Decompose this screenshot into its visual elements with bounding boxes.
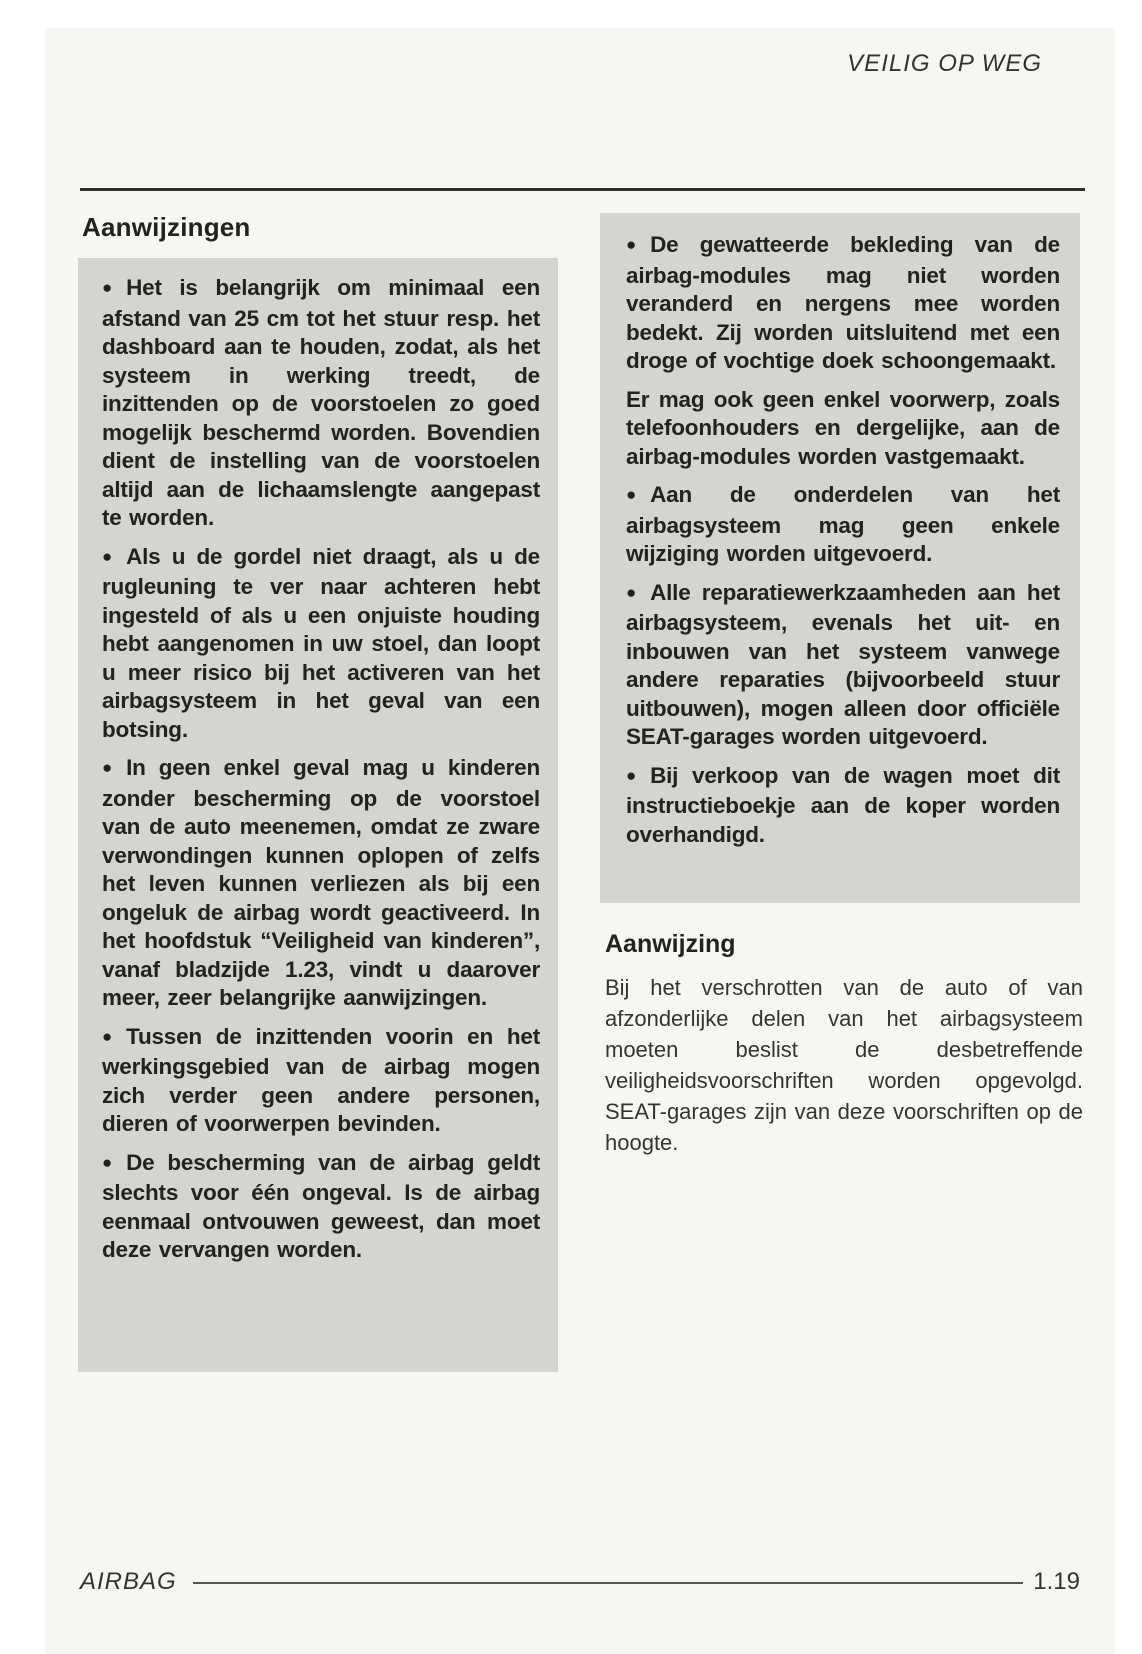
bullet-icon: ● [102,1152,113,1172]
note-paragraph: Bij het verschrotten van de auto of van afzonderlijke delen van het airbagsysteem moeten beslist de desbetreffende veiligheidsvoorschriften worden opgevolgd. SEAT-garages zijn van deze voorschriften op de hoogte. [605,975,1083,1155]
warning-item [626,579,1060,752]
footer-rule [193,1582,1024,1584]
right-warning-box [600,213,1080,903]
warning-item [626,762,1060,850]
page-footer [80,1568,1080,1596]
bullet-icon: ● [626,765,637,785]
warning-item-text: In geen enkel geval mag u kinderen zonder bescherming op de voorstoel van de auto meenemen, omdat ze zware verwondingen kunnen oplopen of zelfs het leven kunnen verliezen als bij een ongeluk de airbag wordt geactiveerd. In het hoofdstuk “Veiligheid van kinderen”, vanaf bladzijde 1.23, vindt u daarover meer, zeer belangrijke aanwijzingen. [102,755,540,1010]
bullet-icon: ● [102,278,113,297]
bullet-icon: ● [626,235,637,254]
warning-item-text: Er mag ook geen enkel voorwerp, zoals telefoonhouders en dergelijke, aan de airbag-modules worden vastgemaakt. [626,386,1060,469]
warning-item [626,386,1060,472]
note-heading: Aanwijzing [605,930,736,958]
header-rule [80,188,1085,191]
bullet-icon: ● [626,582,637,602]
left-warning-box [78,258,558,1372]
warning-item [102,1149,540,1265]
warning-item [102,543,540,745]
warning-item [626,481,1060,569]
warning-item-text: Bij verkoop van de wagen moet dit instructieboekje aan de koper worden overhandigd. [626,762,1060,847]
warning-item [102,274,540,533]
bullet-icon: ● [102,546,113,566]
warning-item [102,1023,540,1139]
bullet-icon: ● [626,485,637,504]
running-header-title: VEILIG OP WEG [847,50,1042,77]
warning-item [626,231,1060,376]
warning-item [102,754,540,1013]
warning-item-text: De gewatteerde bekleding van de airbag-modules mag niet worden veranderd en nergens mee worden bedekt. Zij worden uitsluitend met een droge of vochtige doek schoongemaakt. [626,232,1060,373]
warning-item-text: Alle reparatiewerkzaamheden aan het airbagsysteem, evenals het uit- en inbouwen van het systeem vanwege andere reparaties (bijvoorbeeld stuur uitbouwen), mogen alleen door officiële SEAT-garages worden uitgevoerd. [626,579,1060,749]
warning-item-text: Aan de onderdelen van het airbagsysteem mag geen enkele wijziging worden uitgevoerd. [626,482,1060,566]
footer-section-label: AIRBAG [80,1568,177,1595]
warning-item-text: De bescherming van de airbag geldt slechts voor één ongeval. Is de airbag eenmaal ontvouwen geweest, dan moet deze vervangen worden. [102,1149,540,1262]
footer-page-number: 1.19 [1033,1568,1080,1595]
warning-item-text: Het is belangrijk om minimaal een afstand van 25 cm tot het stuur resp. het dashboard aan te houden, zodat, als het systeem in werking treedt, de inzittenden op de voorstoelen zo goed mogelijk beschermd worden. Bovendien dient de instelling van de voorstoelen altijd aan de lichaamslengte aangepast te worden. [102,275,540,530]
warning-item-text: Als u de gordel niet draagt, als u de rugleuning te ver naar achteren hebt ingesteld of als u een onjuiste houding hebt aangenomen in uw stoel, dan loopt u meer risico bij het activeren van het airbagsysteem in het geval van een botsing. [102,543,540,742]
left-column-heading: Aanwijzingen [82,212,251,242]
bullet-icon: ● [102,1026,113,1046]
bullet-icon: ● [102,758,113,777]
warning-item-text: Tussen de inzittenden voorin en het werkingsgebied van de airbag mogen zich verder geen andere personen, dieren of voorwerpen bevinden. [102,1023,540,1136]
